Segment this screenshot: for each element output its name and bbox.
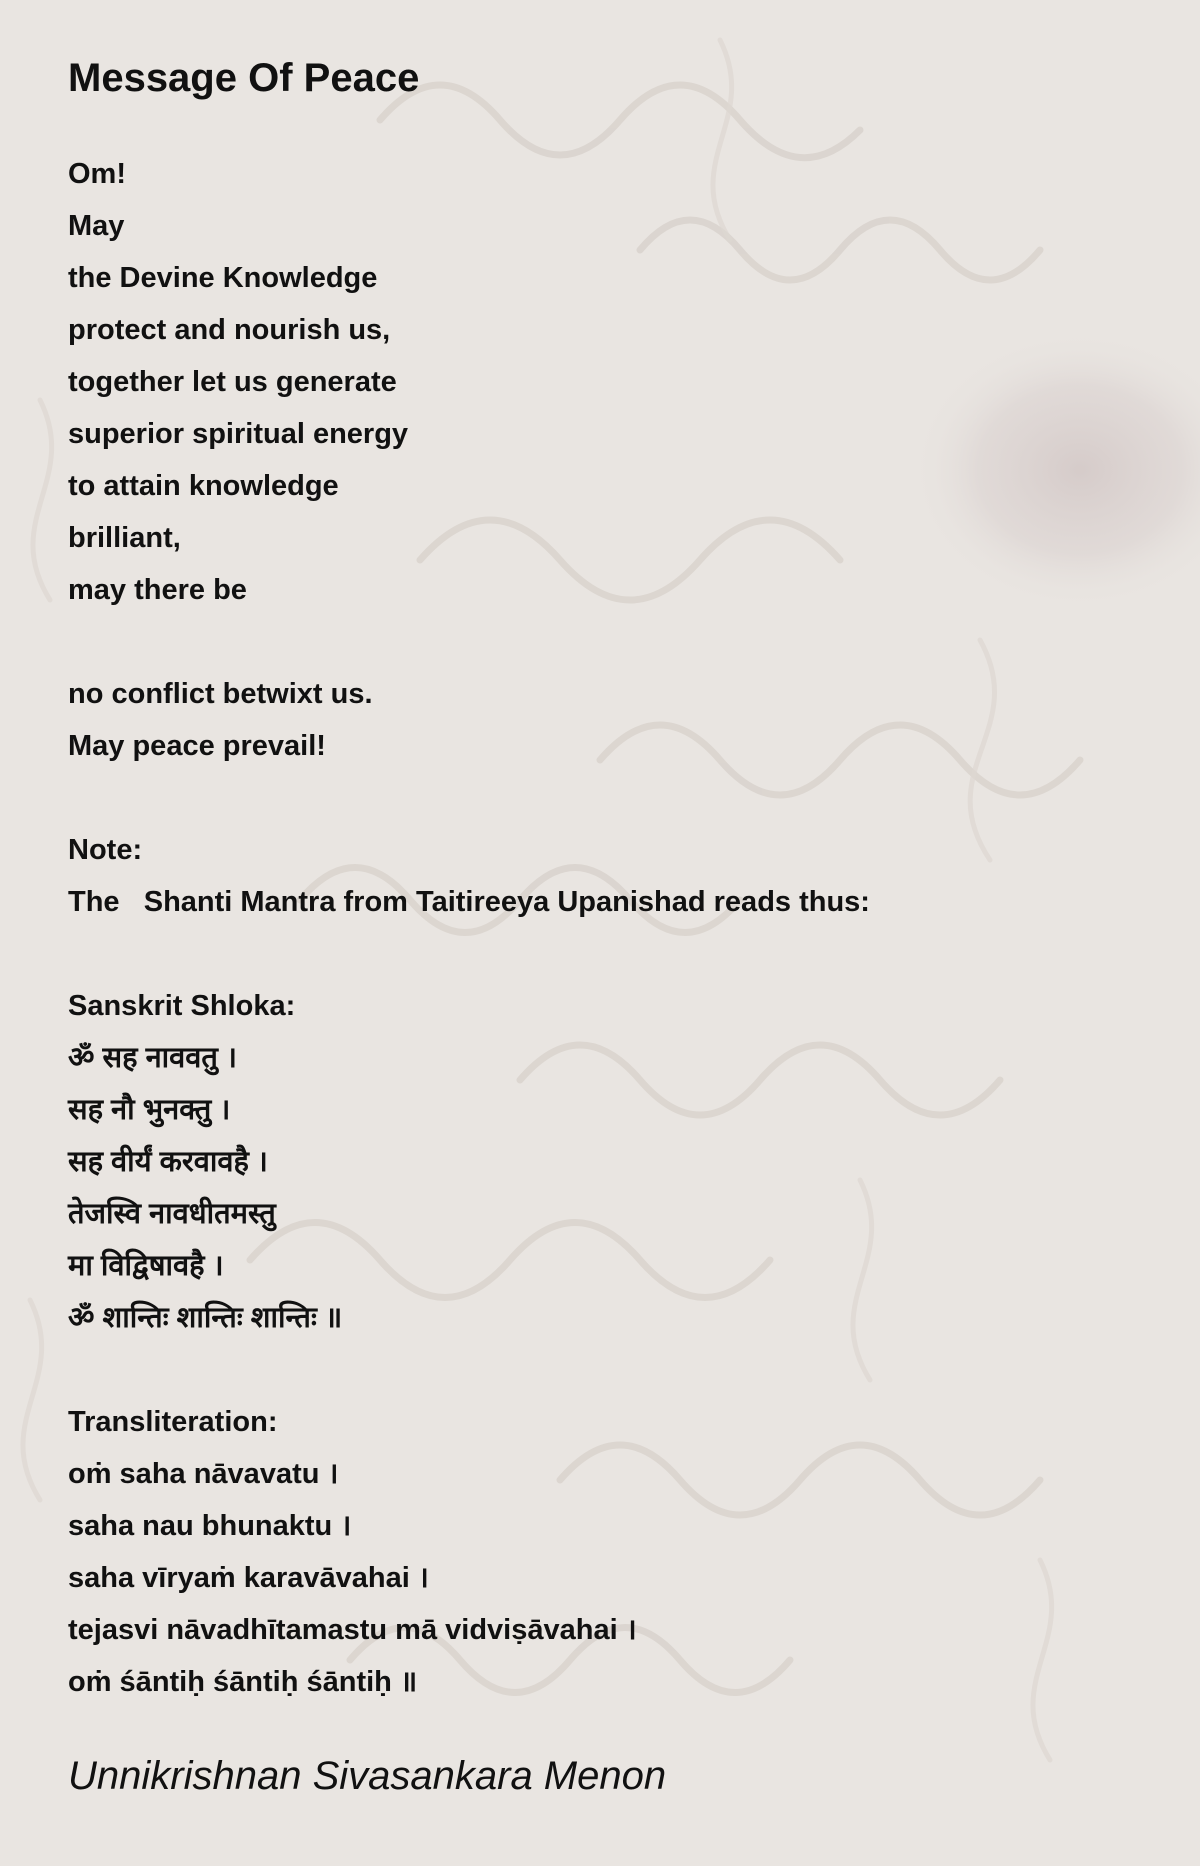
poem-line: मा विद्विषावहै । <box>68 1250 224 1282</box>
poem-line: May peace prevail! <box>68 730 326 762</box>
poem-line: no conflict betwixt us. <box>68 678 373 710</box>
poem-title: Message Of Peace <box>68 56 420 100</box>
poem-line: brilliant, <box>68 522 181 554</box>
poem-line: ॐ सह नाववतु । <box>68 1042 237 1074</box>
poem-line: Transliteration: <box>68 1406 278 1438</box>
stanza-break <box>68 1344 1148 1396</box>
poem-line: superior spiritual energy <box>68 418 409 450</box>
poem-line: तेजस्वि नावधीतमस्तु <box>68 1198 276 1230</box>
poem-line: the Devine Knowledge <box>68 262 378 294</box>
poem-line: protect and nourish us, <box>68 314 391 346</box>
stanza-break <box>68 928 1148 980</box>
poem-line: Om! <box>68 158 126 190</box>
poem-author: Unnikrishnan Sivasankara Menon <box>68 1754 667 1798</box>
stanza-break <box>68 616 1148 668</box>
poem-line: together let us generate <box>68 366 397 398</box>
poem-line: May <box>68 210 125 242</box>
poem-line: to attain knowledge <box>68 470 339 502</box>
stanza-break <box>68 772 1148 824</box>
poem-container <box>68 48 1148 1806</box>
poem-line: may there be <box>68 574 247 606</box>
poem-line: tejasvi nāvadhītamastu mā vidviṣāvahai । <box>68 1614 637 1646</box>
poem-line: ॐ शान्तिः शान्तिः शान्तिः ॥ <box>68 1302 343 1334</box>
poem-line: Sanskrit Shloka: <box>68 990 296 1022</box>
poem-line: saha vīryaṁ karavāvahai । <box>68 1562 429 1594</box>
poem-line: oṁ saha nāvavatu । <box>68 1458 339 1490</box>
poem-line: Note: <box>68 834 143 866</box>
poem-line: सह नौ भुनक्तु । <box>68 1094 231 1126</box>
poem-line: saha nau bhunaktu । <box>68 1510 352 1542</box>
poem-line: oṁ śāntiḥ śāntiḥ śāntiḥ ॥ <box>68 1666 418 1698</box>
poem-body <box>68 148 1148 1708</box>
poem-line: सह वीर्यं करवावहै । <box>68 1146 268 1178</box>
poem-line: The Shanti Mantra from Taitireeya Upanishad reads thus: <box>68 886 870 918</box>
